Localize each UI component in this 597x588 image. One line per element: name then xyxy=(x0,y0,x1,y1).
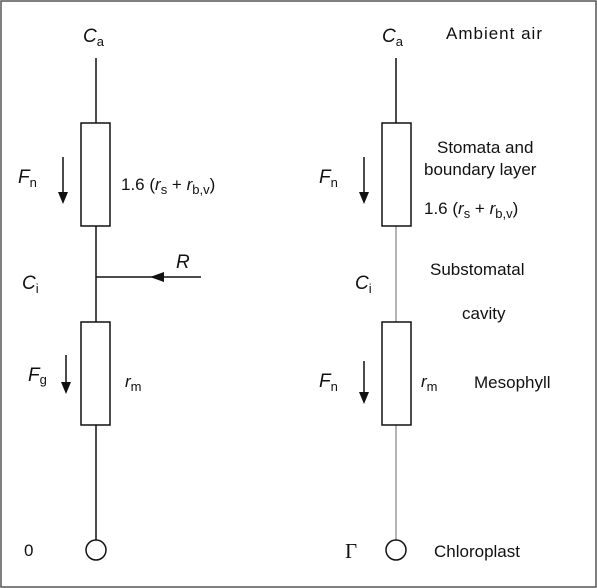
right-resistance-top-label: 1.6 $(r_s + r_{b,v})$ xyxy=(424,199,519,221)
right-flux-bottom-arrow-icon xyxy=(359,392,369,404)
left-ci-label: $C_i$ xyxy=(22,273,39,296)
right-ci-label: $C_i$ xyxy=(355,273,372,296)
right-resistor-mesophyll xyxy=(382,322,411,425)
left-resistor-mesophyll xyxy=(81,322,110,425)
left-terminal-circle xyxy=(86,540,106,560)
right-terminal-circle xyxy=(386,540,406,560)
left-rm-label: $r_m$ xyxy=(125,372,142,394)
cavity-label-line1: Substomatal xyxy=(430,260,525,279)
right-fn-bottom-label: $F_n$ xyxy=(319,371,338,394)
right-circuit xyxy=(319,24,551,563)
left-resistance-top-label: 1.6 $(r_s + r_{b,v})$ xyxy=(121,175,216,197)
mesophyll-label: Mesophyll xyxy=(474,373,551,392)
respiration-label: R xyxy=(176,252,190,273)
left-fg-label: Fg xyxy=(28,365,47,387)
cavity-label-line2: cavity xyxy=(462,304,506,323)
left-flux-bottom-arrow-icon xyxy=(61,382,71,394)
layer-label-line2: boundary layer xyxy=(424,160,537,179)
left-ca-label: $C_a$ xyxy=(83,26,104,49)
left-circuit xyxy=(18,26,215,560)
right-rm-label: $r_m$ xyxy=(421,372,438,394)
gamma-label: Γ xyxy=(345,539,358,563)
ambient-air-label: Ambient air xyxy=(446,24,543,43)
left-resistor-stomata xyxy=(81,123,110,226)
layer-label-line1: Stomata and xyxy=(437,138,534,157)
right-fn-top-label: $F_n$ xyxy=(319,167,338,190)
left-fn-label: $F_n$ xyxy=(18,167,37,190)
right-ca-label: $C_a$ xyxy=(382,26,403,49)
right-resistor-stomata xyxy=(382,123,411,226)
left-flux-top-arrow-icon xyxy=(58,192,68,204)
respiration-arrow-icon xyxy=(150,272,164,282)
left-zero-label: 0 xyxy=(24,541,34,560)
diagram-frame xyxy=(1,1,596,587)
chloroplast-label: Chloroplast xyxy=(434,542,520,561)
right-flux-top-arrow-icon xyxy=(359,192,369,204)
